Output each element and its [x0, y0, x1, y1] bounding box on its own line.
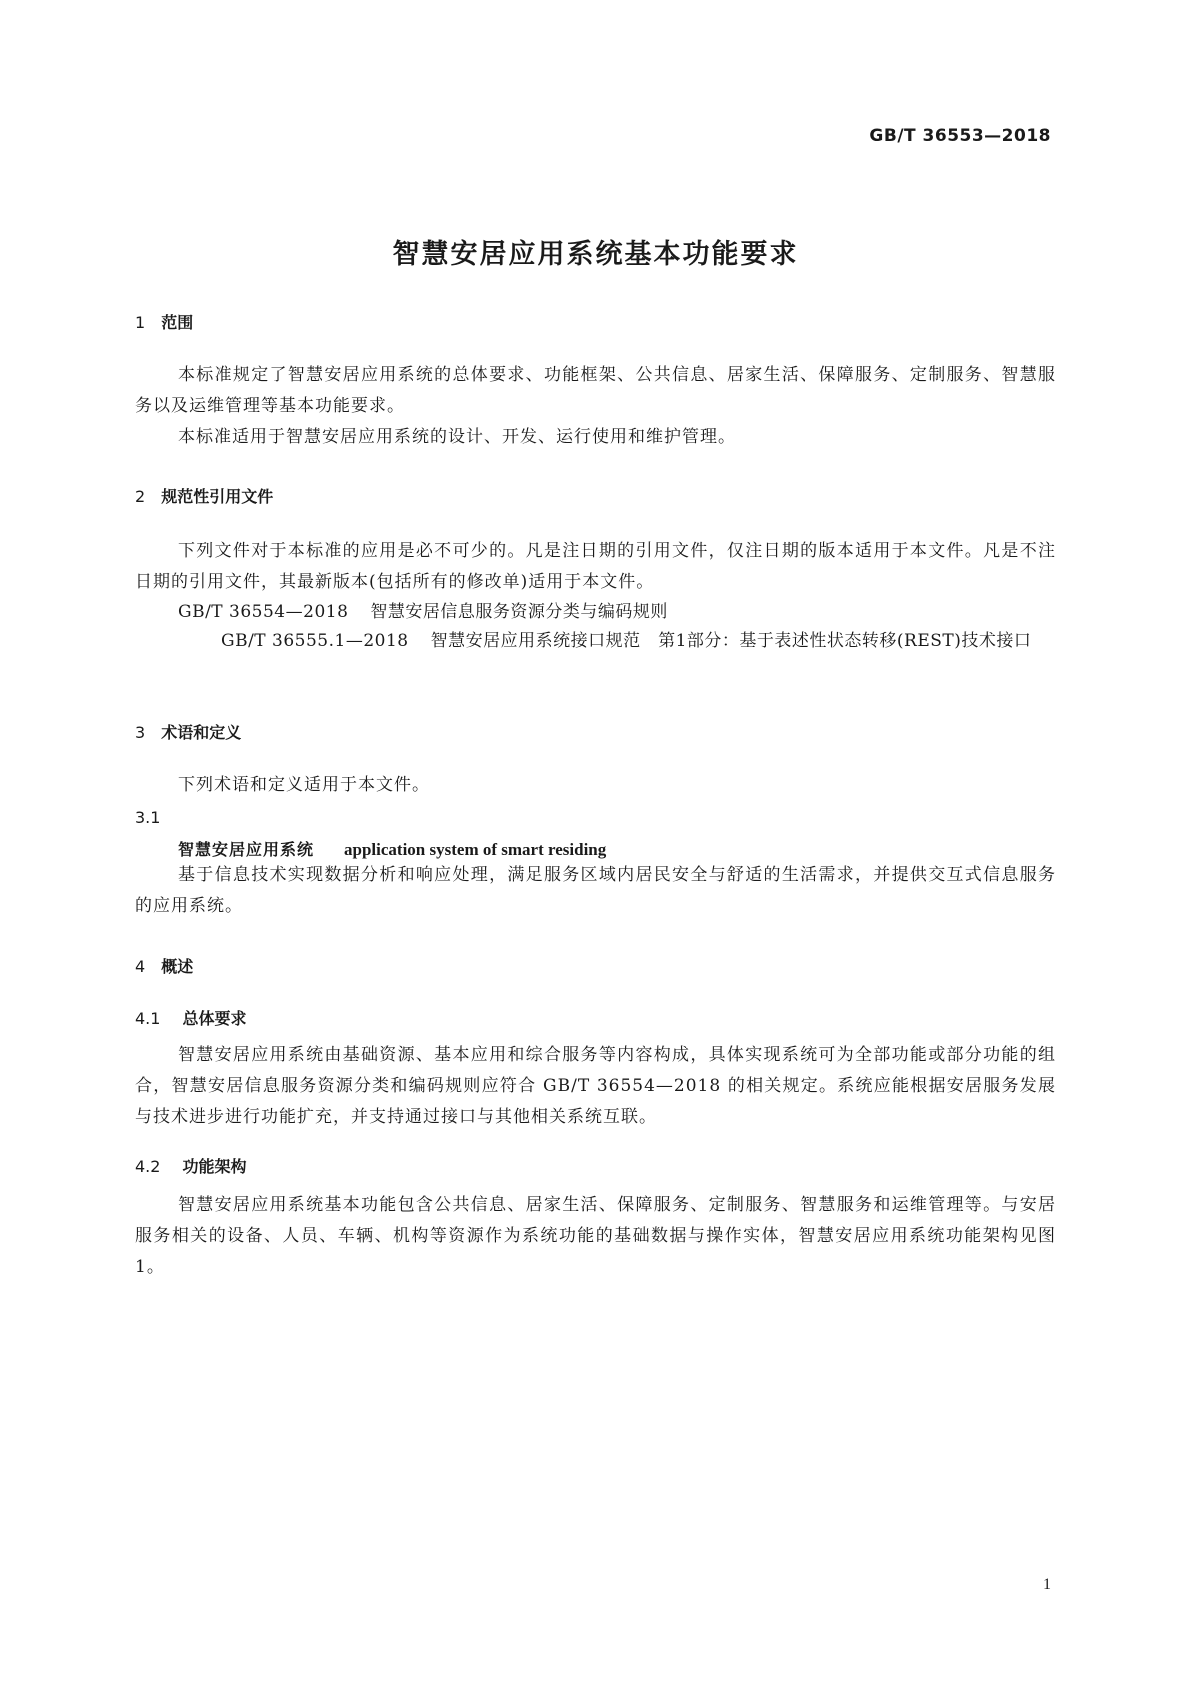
normative-reference	[178, 597, 1056, 628]
subsection-number: 4.1	[135, 1009, 161, 1028]
section-2-paragraph-1: 下列文件对于本标准的应用是必不可少的。凡是注日期的引用文件，仅注日期的版本适用于本文件。凡是不注日期的引用文件，其最新版本(包括所有的修改单)适用于本文件。	[135, 541, 1056, 592]
section-title: 规范性引用文件	[161, 487, 274, 506]
reference-code: GB/T 36555.1—2018	[221, 631, 409, 651]
subsection-4-2-heading	[135, 1154, 246, 1177]
section-3-paragraph-1: 下列术语和定义适用于本文件。	[178, 775, 430, 795]
term-definition: 基于信息技术实现数据分析和响应处理，满足服务区域内居民安全与舒适的生活需求，并提供交互式信息服务的应用系统。	[135, 865, 1056, 916]
subsection-title: 功能架构	[182, 1157, 247, 1176]
normative-reference	[135, 626, 1056, 657]
reference-title: 智慧安居应用系统接口规范 第1部分：基于表述性状态转移(REST)技术接口	[430, 631, 1032, 651]
reference-title: 智慧安居信息服务资源分类与编码规则	[370, 602, 668, 622]
section-1-paragraph-2: 本标准适用于智慧安居应用系统的设计、开发、运行使用和维护管理。	[178, 427, 736, 447]
term-chinese: 智慧安居应用系统	[178, 840, 315, 859]
section-3-heading	[135, 720, 241, 743]
section-1-heading	[135, 310, 193, 333]
section-title: 概述	[161, 957, 194, 976]
subsection-number: 4.2	[135, 1157, 161, 1176]
section-title: 范围	[161, 313, 194, 332]
subsection-4-2-paragraph: 智慧安居应用系统基本功能包含公共信息、居家生活、保障服务、定制服务、智慧服务和运维管理等。与安居服务相关的设备、人员、车辆、机构等资源作为系统功能的基础数据与操作实体，智慧安居应用系统功能架构见图 1。	[135, 1195, 1056, 1277]
section-number: 4	[135, 957, 146, 976]
section-1-paragraph-1: 本标准规定了智慧安居应用系统的总体要求、功能框架、公共信息、居家生活、保障服务、定制服务、智慧服务以及运维管理等基本功能要求。	[135, 365, 1056, 416]
section-title: 术语和定义	[161, 723, 242, 742]
section-number: 1	[135, 313, 146, 332]
subsection-4-1-heading	[135, 1006, 246, 1029]
section-number: 3	[135, 723, 146, 742]
term-number: 3.1	[135, 808, 161, 827]
reference-code: GB/T 36554—2018	[178, 602, 349, 622]
page-number: 1	[1043, 1576, 1051, 1593]
section-2-heading	[135, 484, 273, 507]
subsection-4-1-paragraph: 智慧安居应用系统由基础资源、基本应用和综合服务等内容构成，具体实现系统可为全部功能或部分功能的组合，智慧安居信息服务资源分类和编码规则应符合 GB/T 36554—2018 的相关规定。系统应能根据安居服务发展与技术进步进行功能扩充，并支持通过接口与其他相关系统互联。	[135, 1045, 1056, 1127]
standard-code: GB/T 36553—2018	[869, 126, 1051, 146]
section-4-heading	[135, 954, 193, 977]
document-title: 智慧安居应用系统基本功能要求	[392, 239, 799, 270]
term-entry	[178, 837, 606, 860]
section-number: 2	[135, 487, 146, 506]
subsection-title: 总体要求	[182, 1009, 247, 1028]
term-english: application system of smart residing	[344, 840, 607, 859]
